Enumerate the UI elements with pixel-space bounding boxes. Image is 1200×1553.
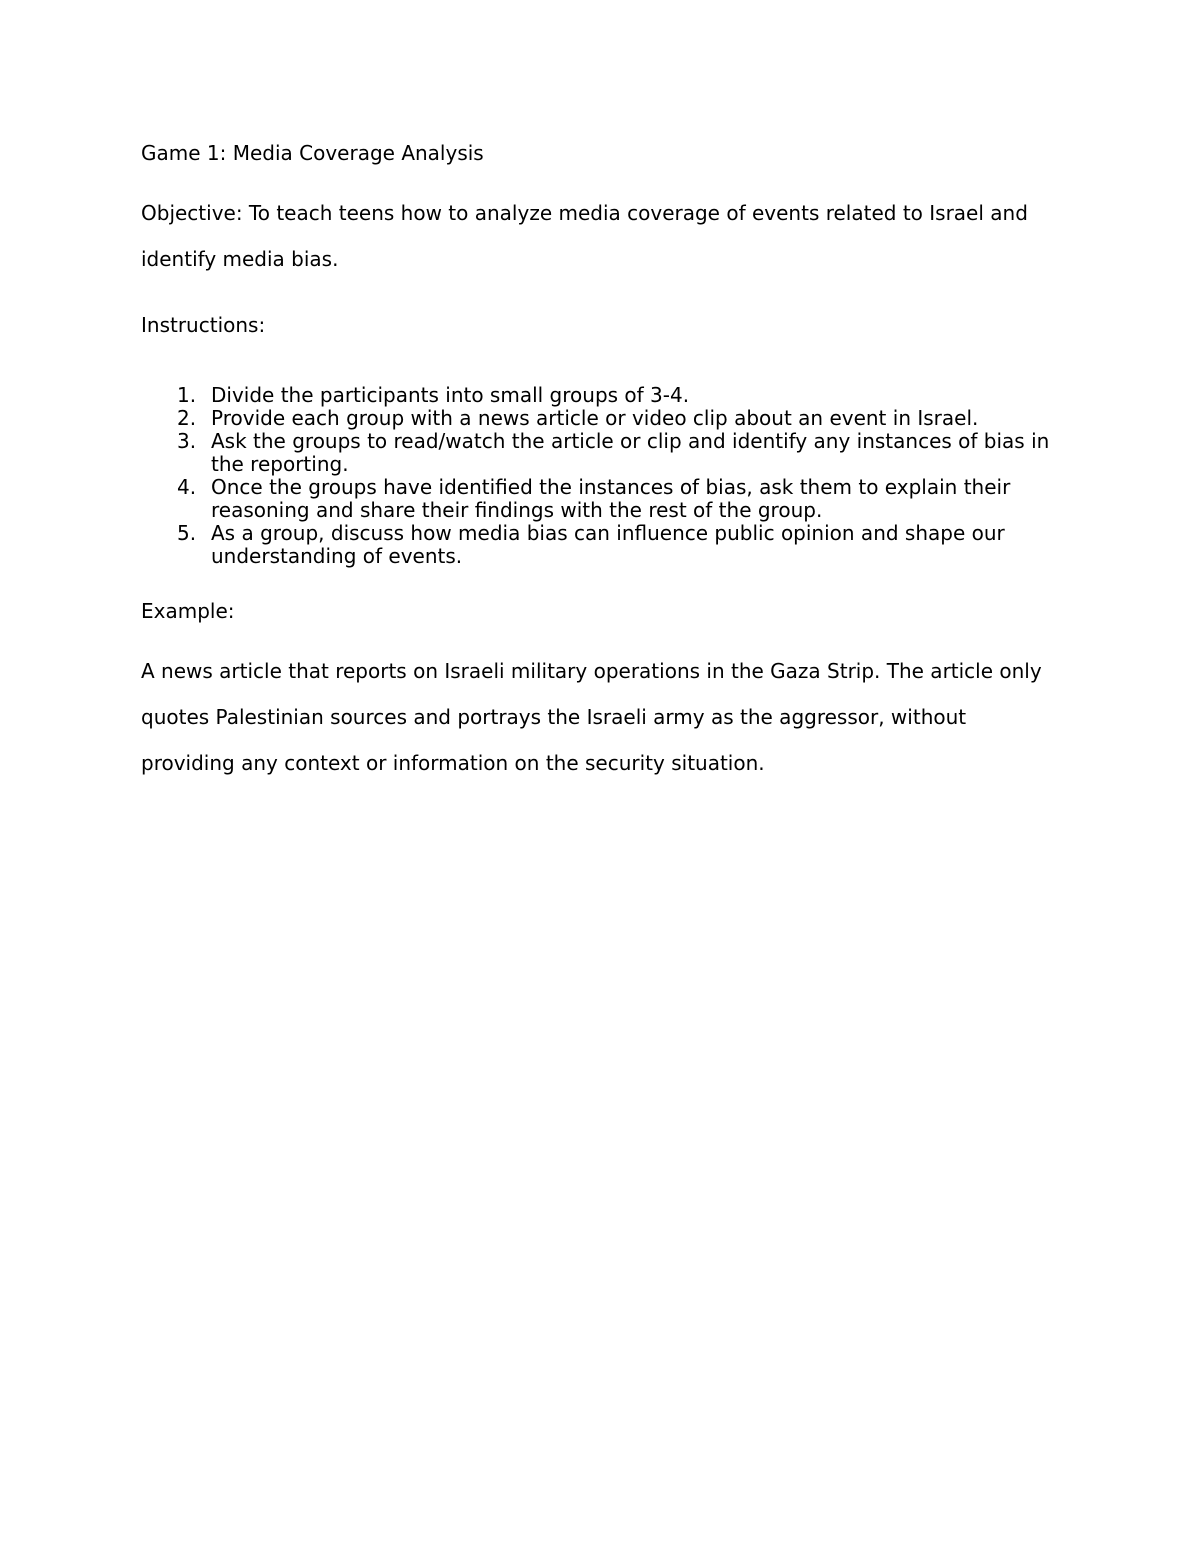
example-heading: Example: bbox=[141, 599, 235, 623]
document-title: Game 1: Media Coverage Analysis bbox=[141, 141, 484, 165]
instruction-step: Ask the groups to read/watch the article or clip and identify any instances of bias in the reporting. bbox=[211, 429, 1050, 476]
objective-paragraph: Objective: To teach teens how to analyze media coverage of events related to Israel and identify media bias. bbox=[141, 201, 1028, 271]
instruction-step: Once the groups have identified the instances of bias, ask them to explain their reasoning and share their findings with the rest of the group. bbox=[211, 475, 1011, 522]
instructions-list bbox=[141, 384, 1061, 568]
instruction-step: Divide the participants into small groups of 3-4. bbox=[211, 383, 690, 407]
instructions-heading: Instructions: bbox=[141, 313, 266, 337]
document-body bbox=[141, 138, 1061, 786]
example-paragraph: A news article that reports on Israeli military operations in the Gaza Strip. The article only quotes Palestinian sources and portrays the Israeli army as the aggressor, without providing any context or information on the security situation. bbox=[141, 659, 1042, 775]
instruction-step: Provide each group with a news article or video clip about an event in Israel. bbox=[211, 406, 979, 430]
instruction-step: As a group, discuss how media bias can influence public opinion and shape our understanding of events. bbox=[211, 521, 1005, 568]
